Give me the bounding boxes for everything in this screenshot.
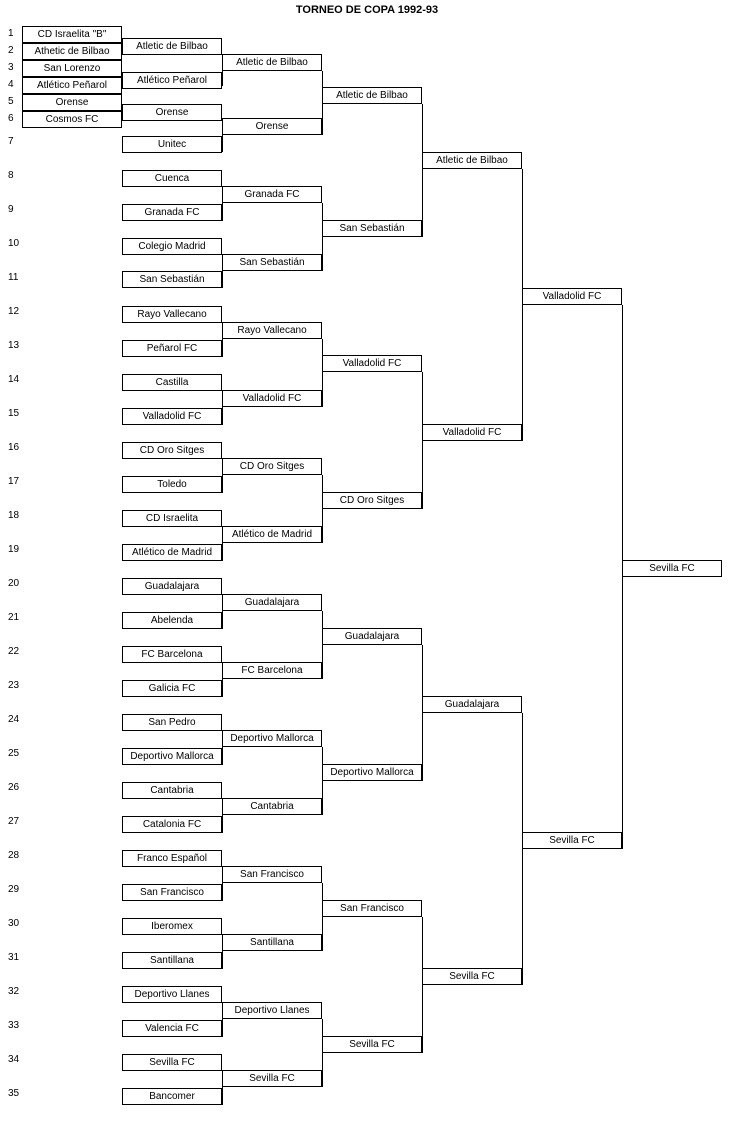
- seed-number: 7: [8, 136, 14, 147]
- round2-team[interactable]: CD Oro Sitges: [222, 458, 322, 475]
- seed-number: 1: [8, 28, 14, 39]
- round3-team[interactable]: Sevilla FC: [322, 1036, 422, 1053]
- round1-team[interactable]: Granada FC: [122, 204, 222, 221]
- seed-number: 20: [8, 578, 20, 589]
- round2-team[interactable]: San Francisco: [222, 866, 322, 883]
- seed-number: 28: [8, 850, 20, 861]
- seed-number: 15: [8, 408, 20, 419]
- round2-team[interactable]: San Sebastián: [222, 254, 322, 271]
- seed-number: 9: [8, 204, 14, 215]
- bracket-connector: [522, 169, 523, 441]
- round1-team[interactable]: Bancomer: [122, 1088, 222, 1105]
- round1-team[interactable]: Atletic de Bilbao: [122, 38, 222, 55]
- round4-team[interactable]: Guadalajara: [422, 696, 522, 713]
- prelim-entry[interactable]: CD Israelita "B": [22, 26, 122, 43]
- champion-team[interactable]: Sevilla FC: [622, 560, 722, 577]
- seed-number: 33: [8, 1020, 20, 1031]
- seed-number: 25: [8, 748, 20, 759]
- round1-team[interactable]: Unitec: [122, 136, 222, 153]
- seed-number: 34: [8, 1054, 20, 1065]
- round2-team[interactable]: Deportivo Llanes: [222, 1002, 322, 1019]
- round1-team[interactable]: Sevilla FC: [122, 1054, 222, 1071]
- seed-number: 29: [8, 884, 20, 895]
- round2-team[interactable]: Granada FC: [222, 186, 322, 203]
- round1-team[interactable]: Iberomex: [122, 918, 222, 935]
- round1-team[interactable]: CD Israelita: [122, 510, 222, 527]
- round1-team[interactable]: San Sebastián: [122, 271, 222, 288]
- round2-team[interactable]: Rayo Vallecano: [222, 322, 322, 339]
- prelim-entry[interactable]: Orense: [22, 94, 122, 111]
- bracket-connector: [322, 611, 323, 679]
- round2-team[interactable]: FC Barcelona: [222, 662, 322, 679]
- seed-number: 22: [8, 646, 20, 657]
- seed-number: 23: [8, 680, 20, 691]
- bracket-connector: [322, 339, 323, 407]
- bracket-connector: [322, 1019, 323, 1087]
- seed-number: 24: [8, 714, 20, 725]
- round2-team[interactable]: Santillana: [222, 934, 322, 951]
- round3-team[interactable]: Valladolid FC: [322, 355, 422, 372]
- round1-team[interactable]: Valladolid FC: [122, 408, 222, 425]
- bracket-connector: [422, 104, 423, 237]
- seed-number: 27: [8, 816, 20, 827]
- seed-number: 14: [8, 374, 20, 385]
- round1-team[interactable]: Cuenca: [122, 170, 222, 187]
- seed-number: 4: [8, 79, 14, 90]
- round4-team[interactable]: Sevilla FC: [422, 968, 522, 985]
- seed-number: 31: [8, 952, 20, 963]
- round4-team[interactable]: Atletic de Bilbao: [422, 152, 522, 169]
- bracket-connector: [322, 203, 323, 271]
- round2-team[interactable]: Orense: [222, 118, 322, 135]
- seed-number: 35: [8, 1088, 20, 1099]
- round2-team[interactable]: Deportivo Mallorca: [222, 730, 322, 747]
- seed-number: 16: [8, 442, 20, 453]
- bracket-connector: [322, 883, 323, 951]
- seed-number: 26: [8, 782, 20, 793]
- round3-team[interactable]: Guadalajara: [322, 628, 422, 645]
- seed-number: 30: [8, 918, 20, 929]
- round1-team[interactable]: Guadalajara: [122, 578, 222, 595]
- seed-number: 6: [8, 113, 14, 124]
- round1-team[interactable]: FC Barcelona: [122, 646, 222, 663]
- prelim-entry[interactable]: Atlético Peñarol: [22, 77, 122, 94]
- round1-team[interactable]: Atlético de Madrid: [122, 544, 222, 561]
- round3-team[interactable]: Deportivo Mallorca: [322, 764, 422, 781]
- round1-team[interactable]: Deportivo Mallorca: [122, 748, 222, 765]
- round1-team[interactable]: San Francisco: [122, 884, 222, 901]
- bracket-connector: [622, 305, 623, 849]
- prelim-entry[interactable]: Cosmos FC: [22, 111, 122, 128]
- seed-number: 5: [8, 96, 14, 107]
- seed-number: 8: [8, 170, 14, 181]
- seed-number: 13: [8, 340, 20, 351]
- seed-number: 3: [8, 62, 14, 73]
- round1-team[interactable]: Colegio Madrid: [122, 238, 222, 255]
- round2-team[interactable]: Guadalajara: [222, 594, 322, 611]
- seed-number: 18: [8, 510, 20, 521]
- seed-number: 19: [8, 544, 20, 555]
- seed-number: 32: [8, 986, 20, 997]
- bracket-connector: [522, 713, 523, 985]
- seed-number: 10: [8, 238, 20, 249]
- round1-team[interactable]: Peñarol FC: [122, 340, 222, 357]
- round3-team[interactable]: San Sebastián: [322, 220, 422, 237]
- page-title: TORNEO DE COPA 1992-93: [295, 4, 439, 16]
- round3-team[interactable]: San Francisco: [322, 900, 422, 917]
- round1-team[interactable]: Deportivo Llanes: [122, 986, 222, 1003]
- seed-number: 17: [8, 476, 20, 487]
- seed-number: 21: [8, 612, 20, 623]
- round1-team[interactable]: Cantabria: [122, 782, 222, 799]
- bracket-connector: [322, 747, 323, 815]
- round1-team[interactable]: Santillana: [122, 952, 222, 969]
- bracket-connector: [322, 475, 323, 543]
- prelim-entry[interactable]: Athetic de Bilbao: [22, 43, 122, 60]
- round1-team[interactable]: Abelenda: [122, 612, 222, 629]
- round1-team[interactable]: Toledo: [122, 476, 222, 493]
- bracket-connector: [422, 645, 423, 781]
- round2-team[interactable]: Sevilla FC: [222, 1070, 322, 1087]
- round3-team[interactable]: Atletic de Bilbao: [322, 87, 422, 104]
- round2-team[interactable]: Atlético de Madrid: [222, 526, 322, 543]
- round4-team[interactable]: Valladolid FC: [422, 424, 522, 441]
- semifinal-team[interactable]: Valladolid FC: [522, 288, 622, 305]
- round1-team[interactable]: Franco Español: [122, 850, 222, 867]
- seed-number: 11: [8, 272, 19, 283]
- round2-team[interactable]: Cantabria: [222, 798, 322, 815]
- round1-team[interactable]: Rayo Vallecano: [122, 306, 222, 323]
- bracket-connector: [422, 917, 423, 1053]
- round1-team[interactable]: Valencia FC: [122, 1020, 222, 1037]
- prelim-entry[interactable]: San Lorenzo: [22, 60, 122, 77]
- round1-team[interactable]: Galicia FC: [122, 680, 222, 697]
- round2-team[interactable]: Valladolid FC: [222, 390, 322, 407]
- round1-team[interactable]: San Pedro: [122, 714, 222, 731]
- round2-team[interactable]: Atletic de Bilbao: [222, 54, 322, 71]
- round1-team[interactable]: Orense: [122, 104, 222, 121]
- round1-team[interactable]: CD Oro Sitges: [122, 442, 222, 459]
- seed-number: 12: [8, 306, 20, 317]
- round3-team[interactable]: CD Oro Sitges: [322, 492, 422, 509]
- seed-number: 2: [8, 45, 14, 56]
- semifinal-team[interactable]: Sevilla FC: [522, 832, 622, 849]
- round1-team[interactable]: Atlético Peñarol: [122, 72, 222, 89]
- round1-team[interactable]: Catalonia FC: [122, 816, 222, 833]
- round1-team[interactable]: Castilla: [122, 374, 222, 391]
